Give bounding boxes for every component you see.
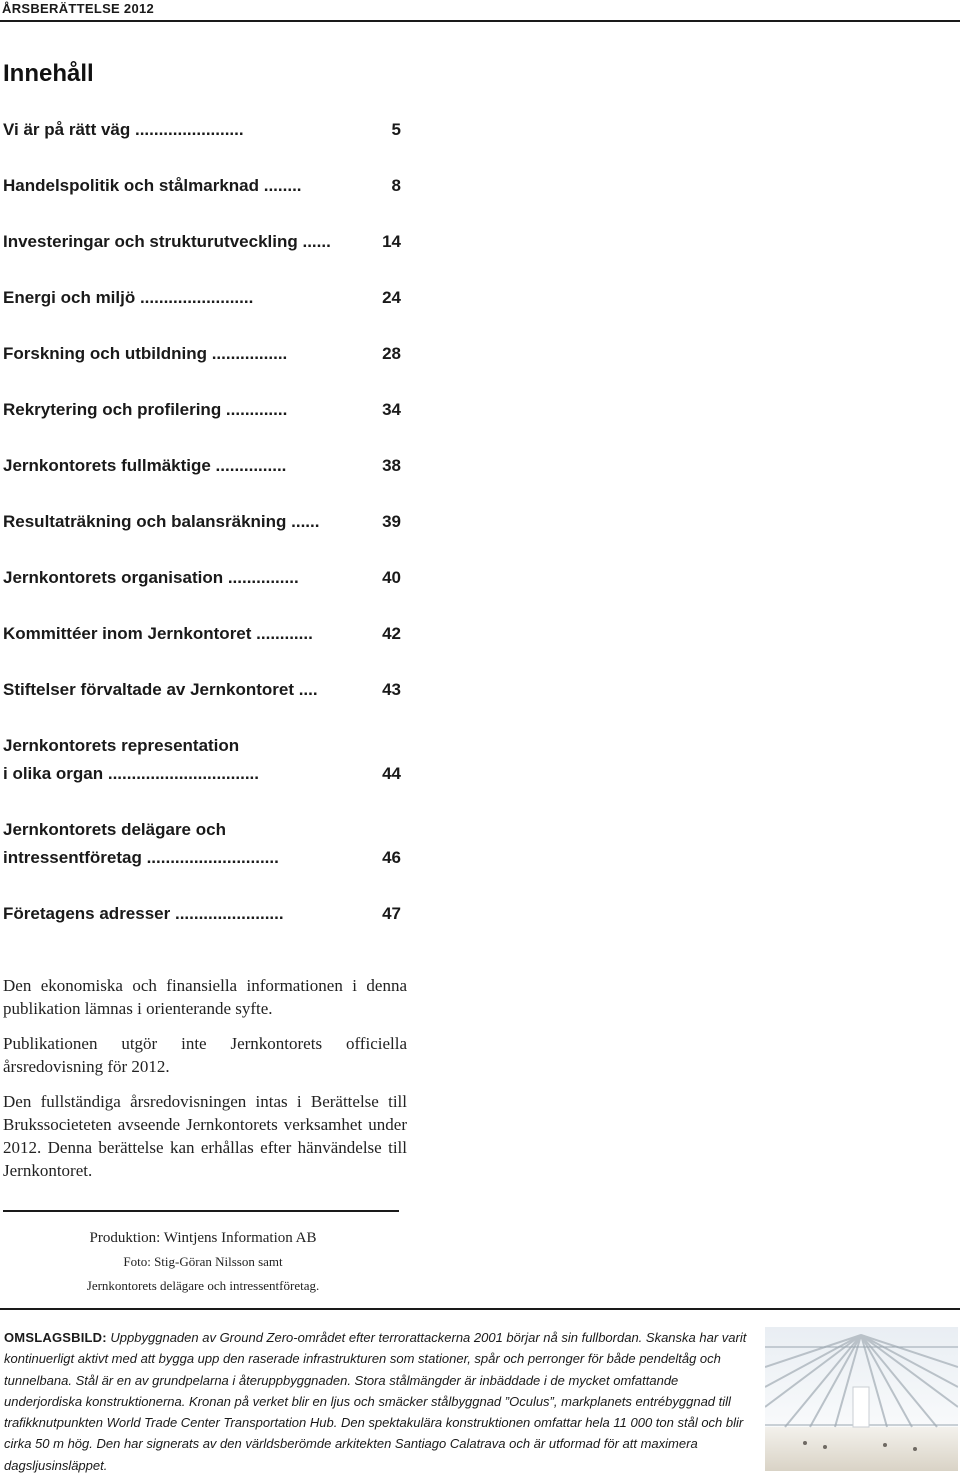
toc-entry — [3, 820, 403, 876]
toc-entry — [3, 232, 403, 260]
toc-entry-title: intressentföretag ............................ — [3, 848, 279, 867]
info-paragraph: Publikationen utgör inte Jernkontorets officiella årsredovisning för 2012. — [3, 1034, 407, 1076]
toc-entry-page: 46 — [382, 848, 401, 867]
toc-entry-title: Handelspolitik och stålmarknad ........ — [3, 176, 302, 195]
toc-entry-title: Jernkontorets fullmäktige ............... — [3, 456, 287, 475]
toc-entry-page: 24 — [382, 288, 401, 307]
toc-entry-page: 40 — [382, 568, 401, 587]
toc-entry-page: 44 — [382, 764, 401, 783]
info-paragraph: Den ekonomiska och finansiella informationen i denna publikation lämnas i orienterande syfte. — [3, 976, 407, 1018]
cover-photo — [765, 1327, 958, 1471]
toc-entry-page: 8 — [391, 176, 401, 195]
info-text — [3, 974, 407, 1194]
production-credits — [3, 1226, 403, 1298]
production-rule — [3, 1210, 399, 1212]
toc-entry-title: i olika organ ................................ — [3, 764, 259, 783]
cover-caption — [4, 1327, 748, 1476]
toc-entry — [3, 288, 403, 316]
toc-entry — [3, 624, 403, 652]
toc-entry-title: Energi och miljö ........................ — [3, 288, 254, 307]
toc-title: Innehåll — [3, 60, 94, 87]
toc-entry — [3, 176, 403, 204]
toc-entry-page: 14 — [382, 232, 401, 251]
toc-entry-title: Företagens adresser ....................... — [3, 904, 284, 923]
cover-caption-label: OMSLAGSBILD: — [4, 1330, 107, 1345]
header-rule — [0, 20, 960, 22]
toc-entry-title: Jernkontorets representation — [3, 736, 240, 755]
cover-caption-text: Uppbyggnaden av Ground Zero-området efter terrorattackerna 2001 börjar nå sin fullbordan. Skanska har varit kontinuerligt aktivt med att bygga upp den raserade infrastrukturen som stationer, spår och perronger för både pendeltåg och tunnelbana. Stål är en av grundpelarna i återuppbyggnaden. Stora stålmängder är inbäddade i de mycket omfattande underjordiska konstruktionerna. Kronan på verket blir en ljus och smäcker stålbyggnad ”Oculus”, markplanets entrébyggnad till trafikknutpunkten World Trade Center Transportation Hub. Den spektakulära konstruktionen omfattar hela 11 000 ton stål och blir cirka 50 m hög. Den har signerats av den världsberömde arkitekten Santiago Calatrava och är utformad för att maximera dagsljusinsläppet. — [4, 1330, 747, 1473]
toc-entry — [3, 120, 403, 148]
toc-entry-title: Kommittéer inom Jernkontoret ............ — [3, 624, 313, 643]
toc-entry-title: Jernkontorets organisation ............... — [3, 568, 299, 587]
toc-entry — [3, 736, 403, 792]
toc-entry-title: Forskning och utbildning ................ — [3, 344, 288, 363]
info-paragraph: Den fullständiga årsredovisningen intas i Berättelse till Brukssocieteten avseende Jernkontorets verksamhet under 2012. Denna berättelse kan erhållas efter hänvändelse till Jernkontoret. — [3, 1092, 407, 1180]
toc-entry-page: 42 — [382, 624, 401, 643]
toc-entry-page: 34 — [382, 400, 401, 419]
photo-credit-line: Jernkontorets delägare och intressentföretag. — [86, 1278, 320, 1293]
toc-entry-page: 5 — [391, 120, 401, 139]
header-label: ÅRSBERÄTTELSE 2012 — [2, 1, 155, 16]
toc-entry-page: 47 — [382, 904, 401, 923]
toc-entry-page: 43 — [382, 680, 401, 699]
toc-entry-title: Resultaträkning och balansräkning ...... — [3, 512, 320, 531]
toc-entry-title: Rekrytering och profilering ............. — [3, 400, 288, 419]
toc-entry-page: 38 — [382, 456, 401, 475]
production-line: Produktion: Wintjens Information AB — [89, 1230, 317, 1246]
toc-entry — [3, 512, 403, 540]
toc-entry — [3, 456, 403, 484]
toc-entry — [3, 344, 403, 372]
toc-entry-page: 39 — [382, 512, 401, 531]
toc-entry-title: Investeringar och strukturutveckling ...... — [3, 232, 331, 251]
toc-entry-title: Stiftelser förvaltade av Jernkontoret .... — [3, 680, 318, 699]
photo-credit-line: Foto: Stig-Göran Nilsson samt — [123, 1254, 283, 1269]
toc-entry-title: Jernkontorets delägare och — [3, 820, 226, 839]
toc-entry-page: 28 — [382, 344, 401, 363]
toc-entry — [3, 568, 403, 596]
toc-entry — [3, 904, 403, 932]
oculus-interior-illustration — [765, 1327, 958, 1471]
toc-entry — [3, 680, 403, 708]
toc-entry-title: Vi är på rätt väg ....................... — [3, 120, 244, 139]
cover-rule — [0, 1308, 960, 1310]
toc-entry — [3, 400, 403, 428]
